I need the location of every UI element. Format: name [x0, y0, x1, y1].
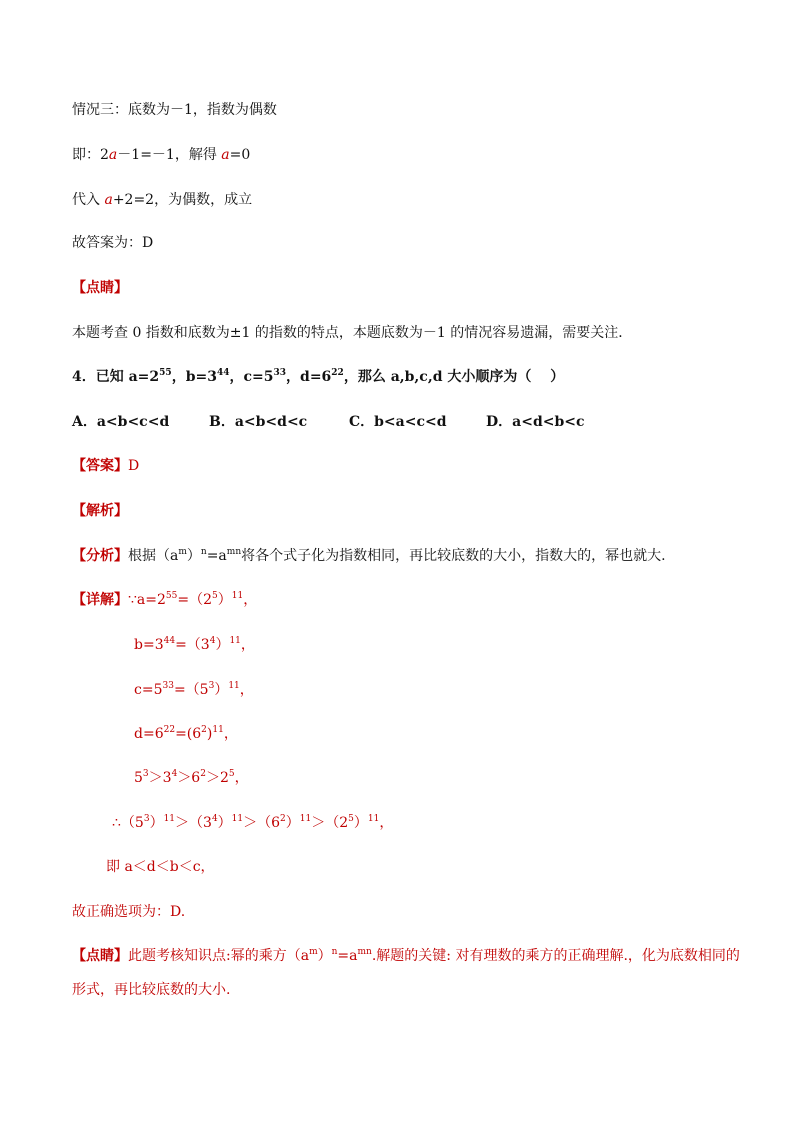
dianjing-tag-1: 【点睛】	[72, 280, 128, 296]
detail-6-exp5: 2	[280, 814, 286, 824]
option-c: C．b<a<c<d	[349, 414, 447, 430]
q4-sep-c: ，c=5	[229, 369, 274, 385]
detail-5-post: ，	[234, 770, 249, 786]
fenxi-sup-n: n	[200, 547, 207, 557]
detail-4-mid: =(6	[175, 726, 202, 742]
detail-4-exp2: 2	[201, 725, 207, 735]
final-answer-line: 故正确选项为：D.	[72, 904, 186, 920]
detail-6-g: ＞（2	[311, 815, 349, 831]
answer-tag: 【答案】	[72, 458, 128, 474]
detail-6-a: ∴（5	[112, 815, 144, 831]
detail-6-exp2: 11	[163, 814, 176, 824]
detail-line-2	[134, 635, 255, 655]
detail-4-close: )	[206, 726, 213, 742]
fenxi-line	[72, 546, 666, 566]
detail-6-h: ）	[353, 815, 368, 831]
detail-1-mid: =（2	[177, 592, 212, 608]
dianjing2-sup-m: m	[309, 947, 318, 957]
detail-3-pre: c=5	[134, 682, 163, 698]
answer-line: 故答案为：D	[72, 235, 154, 251]
dianjing2-mid2: =a	[337, 948, 358, 964]
detail-5-c: ＞6	[177, 770, 201, 786]
detail-6-exp4: 11	[231, 814, 244, 824]
dianjing2-post: .解题的关键: 对有理数的乘方的正确理解.，化为底数相同的	[371, 948, 740, 964]
case-three-line: 情况三：底数为－1，指数为偶数	[72, 102, 277, 118]
detail-5-exp3: 2	[200, 769, 206, 779]
q4-sep-d: ，d=6	[286, 369, 332, 385]
detail-2-close: ）	[215, 637, 230, 653]
detail-6-exp7: 5	[348, 814, 354, 824]
detail-line-7: 即 a＜d＜b＜c，	[106, 859, 215, 875]
q4-exp-c: 33	[273, 368, 287, 378]
fenxi-tag: 【分析】	[72, 548, 128, 564]
dianjing-tag-2: 【点睛】	[72, 948, 128, 964]
detail-6-exp8: 11	[367, 814, 380, 824]
option-d: D．a<d<b<c	[486, 414, 585, 430]
answer-value: D	[128, 458, 140, 474]
fenxi-mid1: ）	[186, 548, 201, 564]
q4-sep-b: ，b=3	[171, 369, 217, 385]
detail-1-post: ，	[243, 592, 258, 608]
detail-6-c: ＞（3	[175, 815, 212, 831]
q4-exp-b: 44	[216, 368, 230, 378]
detail-5-b: ＞3	[148, 770, 172, 786]
detail-2-exp2: 4	[209, 636, 216, 646]
detail-3-mid: =（5	[173, 682, 209, 698]
q4-stem-pre: 4．已知 a=2	[72, 369, 160, 385]
detail-6-d: ）	[217, 815, 232, 831]
solve-var-a2: a	[221, 147, 230, 163]
fenxi-mid2: =a	[206, 548, 227, 564]
detail-4-exp3: 11	[212, 725, 224, 735]
q4-exp-a: 55	[159, 368, 172, 378]
detail-3-exp3: 11	[228, 681, 240, 691]
detail-line-5	[134, 768, 249, 788]
dianjing-line-2	[72, 946, 740, 966]
option-b: B．a<b<d<c	[209, 414, 308, 430]
fenxi-sup-mn: mn	[226, 547, 242, 557]
detail-2-exp1: 44	[163, 636, 176, 646]
detail-6-post: ，	[379, 815, 394, 831]
detail-5-a: 5	[134, 770, 143, 786]
solve-mid: －1=－1，解得	[117, 147, 222, 163]
detail-6-exp1: 3	[143, 814, 150, 824]
detail-5-exp1: 3	[142, 769, 149, 779]
detail-6-b: ）	[149, 815, 164, 831]
detail-3-close: ）	[214, 682, 229, 698]
detail-4-exp1: 22	[163, 725, 176, 735]
detail-1-exp2: 5	[212, 591, 218, 601]
detail-6-e: ＞（6	[243, 815, 281, 831]
dianjing-text-1: 本题考查 0 指数和底数为±1 的指数的特点，本题底数为－1 的情况容易遗漏，需要关注．	[72, 325, 633, 341]
detail-tag: 【详解】	[72, 592, 128, 608]
dianjing2-pre: 此题考核知识点:幂的乘方（a	[128, 948, 310, 964]
dianjing2-mid1: ）	[317, 948, 332, 964]
dianjing2-sup-mn: mn	[357, 947, 372, 957]
fenxi-pre: 根据（a	[128, 548, 179, 564]
dianjing-line-2b: 形式，再比较底数的大小.	[72, 982, 231, 998]
q4-stem-post: ，那么 a,b,c,d 大小顺序为（ ）	[343, 369, 565, 385]
question-4-options	[72, 412, 732, 432]
detail-5-d: ＞2	[205, 770, 229, 786]
q4-exp-d: 22	[331, 368, 344, 378]
detail-5-exp2: 4	[171, 769, 178, 779]
detail-3-post: ，	[239, 682, 254, 698]
jiexi-tag: 【解析】	[72, 503, 128, 519]
question-4-stem	[72, 367, 564, 387]
option-a: A．a<b<c<d	[72, 414, 170, 430]
detail-6-f: ）	[285, 815, 300, 831]
detail-6-exp6: 11	[299, 814, 312, 824]
detail-5-exp4: 5	[228, 769, 235, 779]
substitute-var: a	[104, 192, 113, 208]
substitute-line	[72, 190, 252, 210]
dianjing2-sup-n: n	[331, 947, 338, 957]
detail-6-exp3: 4	[211, 814, 218, 824]
detail-1-exp3: 11	[231, 591, 244, 601]
solve-post: =0	[229, 147, 251, 163]
solve-var-a: a	[108, 147, 118, 163]
detail-2-pre: b=3	[134, 637, 164, 653]
detail-line-3	[134, 680, 254, 700]
detail-3-exp1: 33	[162, 681, 174, 691]
detail-line-4	[134, 724, 238, 744]
detail-2-exp3: 11	[229, 636, 241, 646]
detail-line-6	[112, 813, 393, 833]
detail-1-close: ）	[217, 592, 232, 608]
detail-line-1	[72, 590, 257, 610]
answer-4-line	[72, 456, 139, 476]
detail-3-exp2: 3	[208, 681, 215, 691]
substitute-pre: 代入	[72, 192, 105, 208]
detail-2-post: ，	[240, 637, 255, 653]
detail-1-exp1: 55	[165, 591, 178, 601]
detail-1-pre: ∵a=2	[128, 592, 166, 608]
solve-pre: 即：2	[72, 147, 109, 163]
fenxi-post: 将各个式子化为指数相同，再比较底数的大小，指数大的，幂也就大.	[241, 548, 666, 564]
fenxi-sup-m: m	[178, 547, 187, 557]
detail-4-pre: d=6	[134, 726, 164, 742]
detail-4-post: ，	[223, 726, 238, 742]
detail-2-mid: =（3	[175, 637, 210, 653]
substitute-post: +2=2，为偶数，成立	[112, 192, 253, 208]
solve-line	[72, 145, 250, 165]
